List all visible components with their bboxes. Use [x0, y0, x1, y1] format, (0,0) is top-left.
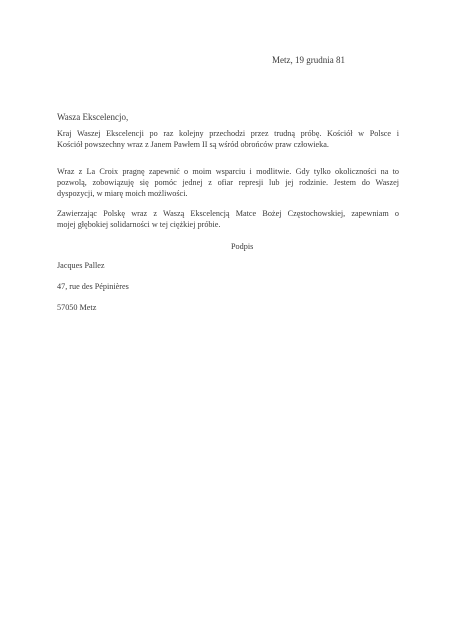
paragraph-2-line: pozwolą, zobowiązuję się pomóc jednej z ofiar represji lub jej rodzinie. Jestem do Waszej [57, 178, 399, 187]
paragraph-3-line: Zawierzając Polskę wraz z Waszą Ekscelencją Matce Bożej Częstochowskiej, zapewniam o [57, 209, 399, 218]
letter-date: Metz, 19 grudnia 81 [272, 55, 345, 65]
sender-name: Jacques Pallez [57, 261, 105, 270]
paragraph-2-line: dyspozycji, w miarę moich możliwości. [57, 189, 188, 198]
sender-street: 47, rue des Pépinières [57, 282, 129, 291]
paragraph-1 [57, 128, 399, 150]
sender-city: 57050 Metz [57, 303, 97, 312]
paragraph-1-line: Kościół powszechny wraz z Janem Pawłem II są wśród obrońców praw człowieka. [57, 140, 329, 149]
paragraph-3-line: mojej głębokiej solidarności w tej ciężkiej próbie. [57, 220, 221, 229]
paragraph-3 [57, 208, 399, 230]
greeting: Wasza Ekscelencjo, [57, 112, 129, 122]
paragraph-2-line: Wraz z La Croix pragnę zapewnić o moim wsparciu i modlitwie. Gdy tylko okoliczności na to [57, 167, 399, 176]
paragraph-1-line: Kraj Waszej Ekscelencji po raz kolejny przechodzi przez trudną próbę. Kościół w Polsce i [57, 129, 399, 138]
paragraph-2 [57, 166, 399, 199]
signature-label: Podpis [231, 242, 254, 251]
